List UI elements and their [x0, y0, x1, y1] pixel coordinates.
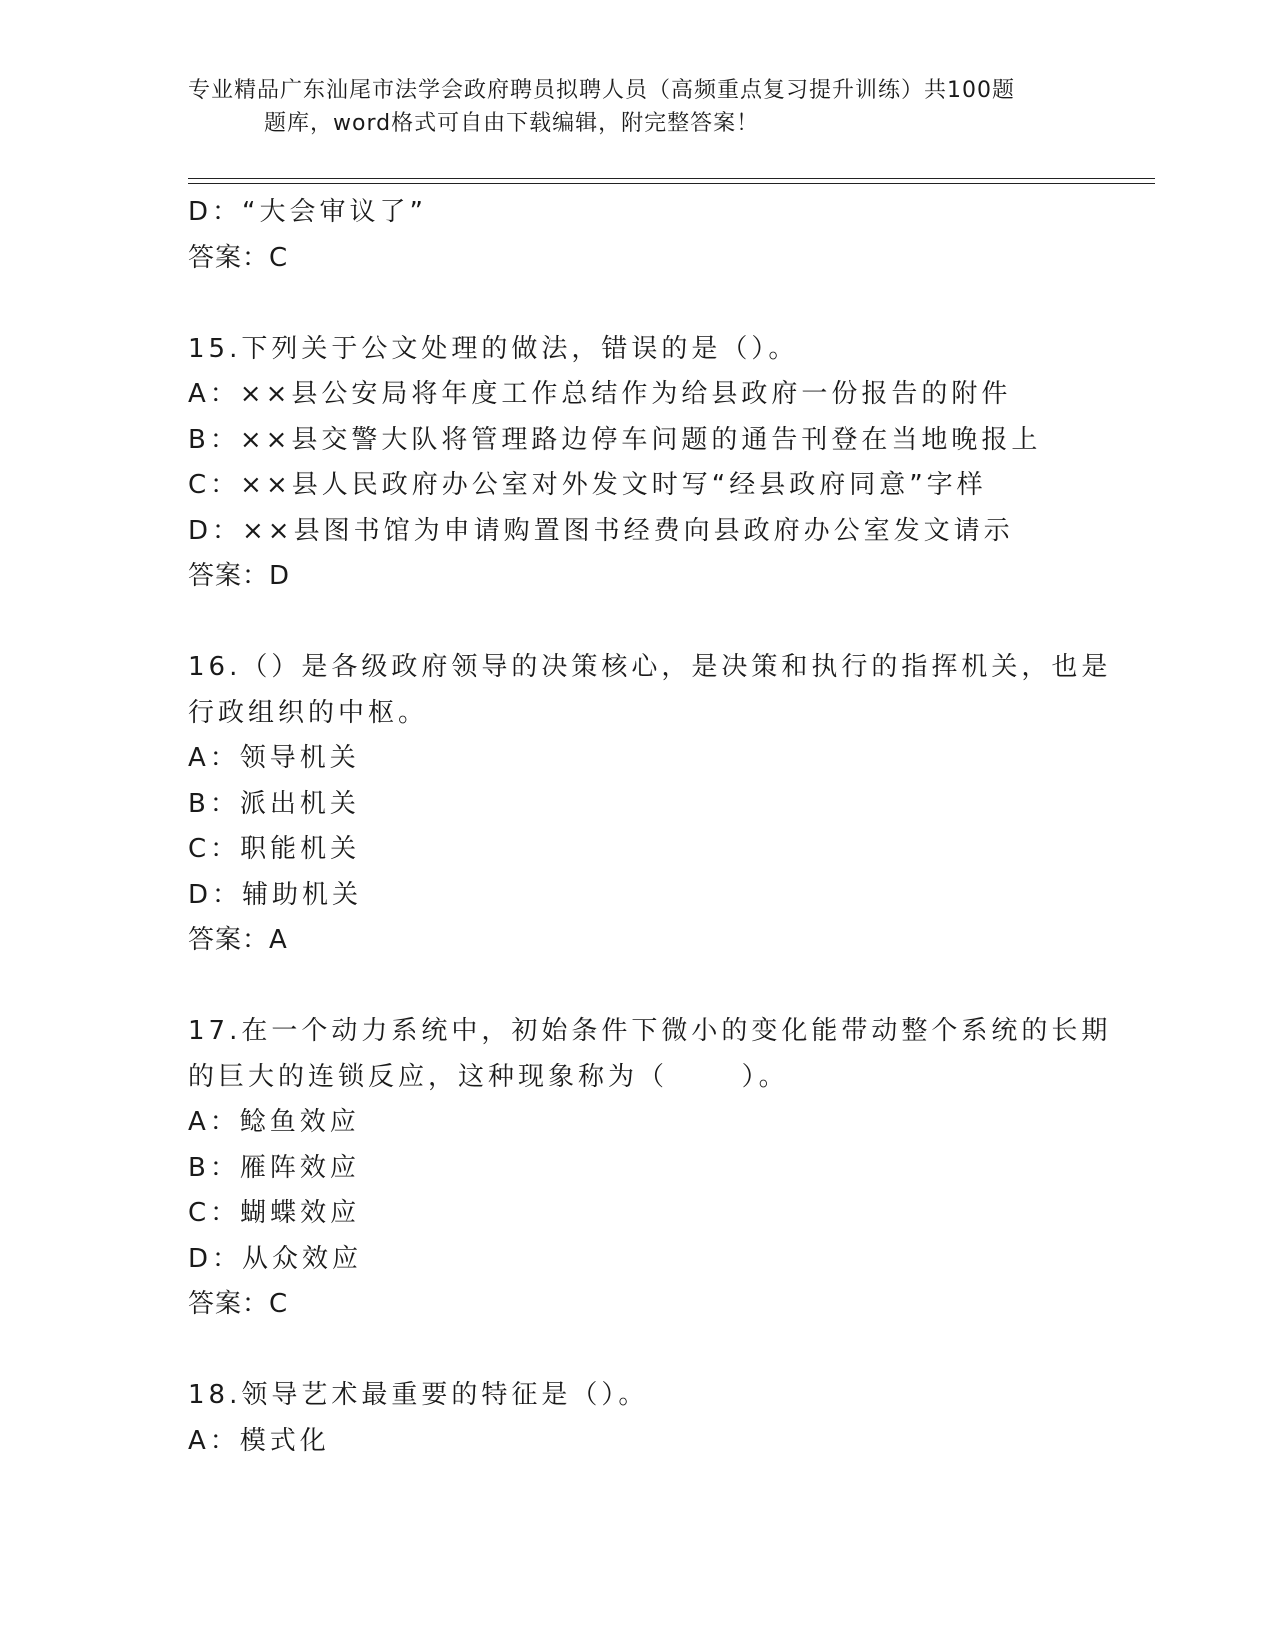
document-header — [188, 74, 1088, 140]
header-title-line-1: 专业精品广东汕尾市法学会政府聘员拟聘人员（高频重点复习提升训练）共100题 — [188, 78, 1015, 103]
question-16-option-b: B：派出机关 — [188, 788, 360, 819]
header-rule-top — [188, 178, 1155, 179]
question-15-option-b: B：××县交警大队将管理路边停车问题的通告刊登在当地晚报上 — [188, 424, 1042, 455]
question-16-option-a: A：领导机关 — [188, 743, 360, 773]
question-15-stem: 15.下列关于公文处理的做法，错误的是（）。 — [188, 333, 799, 364]
question-15-answer: 答案：D — [188, 561, 291, 591]
question-17-option-c: C：蝴蝶效应 — [188, 1198, 361, 1228]
question-15-option-d: D：××县图书馆为申请购置图书经费向县政府办公室发文请示 — [188, 515, 1014, 546]
question-16-option-d: D：辅助机关 — [188, 879, 363, 910]
header-title-line-2: 题库，word格式可自由下载编辑，附完整答案！ — [264, 111, 760, 136]
question-15-option-a: A：××县公安局将年度工作总结作为给县政府一份报告的附件 — [188, 379, 1012, 409]
question-17-stem-line-2: 的巨大的连锁反应，这种现象称为（ ）。 — [188, 1061, 789, 1092]
document-body — [188, 190, 1155, 1464]
spacer — [188, 1328, 1155, 1374]
question-16-answer: 答案：A — [188, 925, 288, 955]
question-18-stem: 18.领导艺术最重要的特征是（）。 — [188, 1380, 649, 1410]
spacer — [188, 964, 1155, 1010]
question-17-option-d: D：从众效应 — [188, 1243, 363, 1274]
question-16-option-c: C：职能机关 — [188, 834, 361, 864]
question-16-stem-line-1: 16.（）是各级政府领导的决策核心，是决策和执行的指挥机关，也是 — [188, 652, 1112, 682]
answer-line: 答案：C — [188, 242, 289, 273]
spacer — [188, 281, 1155, 327]
question-17-option-a: A：鲶鱼效应 — [188, 1107, 360, 1137]
question-17-option-b: B：雁阵效应 — [188, 1152, 360, 1183]
question-15-option-c: C：××县人民政府办公室对外发文时写“经县政府同意”字样 — [188, 470, 987, 500]
question-18-option-a: A：模式化 — [188, 1425, 330, 1456]
question-17-stem-line-1: 17.在一个动力系统中，初始条件下微小的变化能带动整个系统的长期 — [188, 1016, 1112, 1046]
spacer — [188, 600, 1155, 646]
header-rule-bottom — [188, 183, 1155, 184]
question-16-stem-line-2: 行政组织的中枢。 — [188, 697, 429, 728]
question-17-answer: 答案：C — [188, 1289, 289, 1319]
option-d: D：“大会审议了” — [188, 197, 427, 227]
